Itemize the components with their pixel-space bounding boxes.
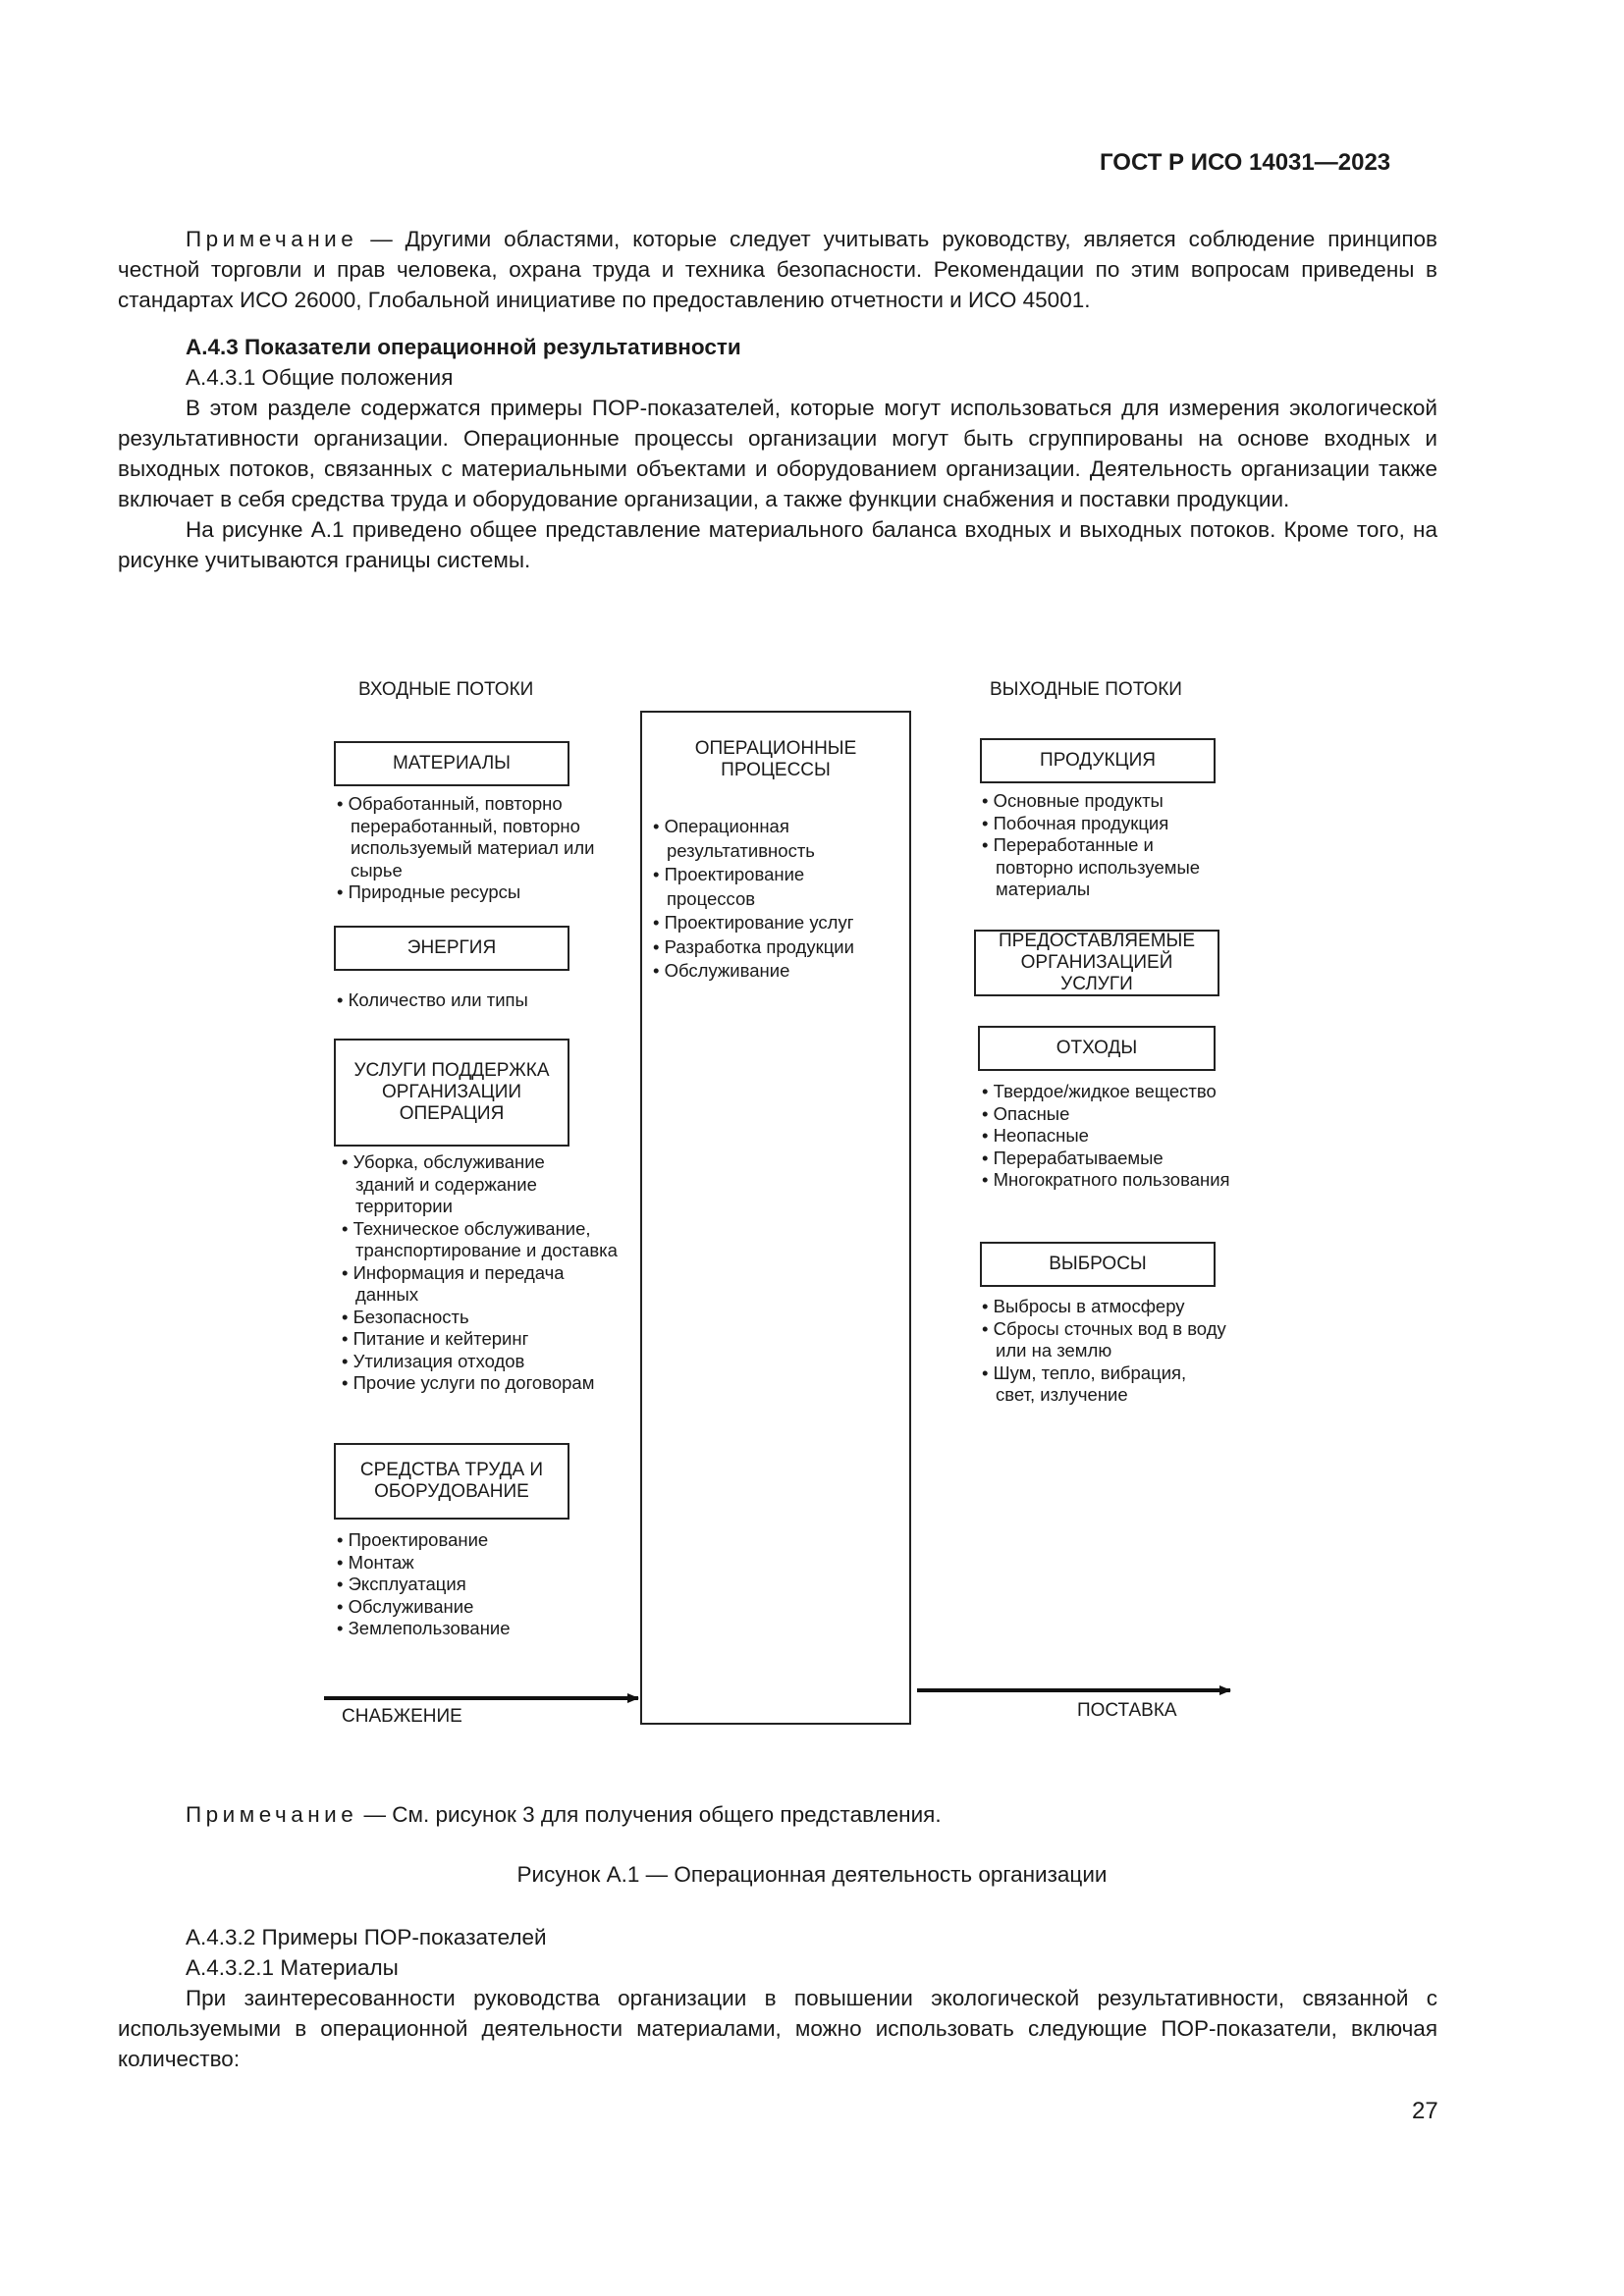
figure-note (118, 1799, 1437, 1830)
services-list (342, 1151, 636, 1395)
list-item: • Обслуживание (337, 1596, 511, 1619)
processes-title: ОПЕРАЦИОННЫЕ ПРОЦЕССЫ (694, 738, 857, 780)
examples-heading: А.4.3.2 Примеры ПОР-показателей (186, 1925, 547, 1949)
list-item: • Выбросы в атмосферу (982, 1296, 1251, 1318)
emissions-list (982, 1296, 1251, 1407)
list-item: • Землепользование (337, 1618, 511, 1640)
supply-label: СНАБЖЕНИЕ (342, 1706, 462, 1727)
emissions-box: ВЫБРОСЫ (980, 1242, 1216, 1287)
note-label: Примечание (186, 227, 358, 251)
materials-list (337, 793, 616, 904)
list-item: • Прочие услуги по договорам (342, 1372, 636, 1395)
list-item: • Техническое обслуживание, транспортирование и доставка (342, 1218, 650, 1262)
energy-box: ЭНЕРГИЯ (334, 926, 569, 971)
list-item: • Опасные (982, 1103, 1230, 1126)
products-list (982, 790, 1231, 901)
note-text: — Другими областями, которые следует учитывать руководству, является соблюдение принципов честной торговли и прав человека, охрана труда и техника безопасности. Рекомендации по этим вопросам приведены в стандартах ИСО 26000, Глобальной инициативе по предоставлению отчетности и ИСО 45001. (118, 227, 1437, 312)
list-item: • Переработанные и повторно используемые материалы (982, 834, 1231, 901)
list-item: • Эксплуатация (337, 1574, 511, 1596)
note-text: — См. рисунок 3 для получения общего представления. (357, 1802, 942, 1827)
list-item: • Количество или типы (337, 989, 528, 1012)
note-label: Примечание (186, 1802, 358, 1827)
list-item: • Операционная результативность (653, 815, 863, 863)
list-item: • Монтаж (337, 1552, 511, 1575)
outputs-title: ВЫХОДНЫЕ ПОТОКИ (990, 679, 1182, 700)
list-item: • Обслуживание (653, 959, 863, 984)
waste-list (982, 1081, 1230, 1192)
list-item: • Проектирование процессов (653, 863, 843, 911)
equipment-box: СРЕДСТВА ТРУДА И ОБОРУДОВАНИЕ (334, 1443, 569, 1520)
figure-caption: Рисунок А.1 — Операционная деятельность организации (516, 1862, 1108, 1887)
examples-paragraph: При заинтересованности руководства организации в повышении экологической результативности, связанной с используемыми в операционной деятельности материалами, можно использовать следующие ПОР-показатели, включая количество: (118, 1986, 1437, 2071)
list-item: • Побочная продукция (982, 813, 1231, 835)
list-item: • Уборка, обслуживание зданий и содержание территории (342, 1151, 562, 1218)
list-item: • Природные ресурсы (337, 881, 616, 904)
list-item: • Разработка продукции (653, 935, 863, 960)
inputs-title: ВХОДНЫЕ ПОТОКИ (358, 679, 534, 700)
list-item: • Проектирование услуг (653, 911, 863, 935)
page-number: 27 (1412, 2098, 1438, 2124)
section-paragraph-2: На рисунке А.1 приведено общее представление материального баланса входных и выходных потоков. Кроме того, на рисунке учитываются границы системы. (118, 517, 1437, 572)
examples-section (118, 1922, 1437, 2074)
list-item: • Основные продукты (982, 790, 1231, 813)
standard-header: ГОСТ Р ИСО 14031—2023 (1100, 149, 1391, 176)
energy-list (337, 989, 528, 1012)
waste-box: ОТХОДЫ (978, 1026, 1216, 1071)
examples-subheading: А.4.3.2.1 Материалы (186, 1955, 399, 1980)
list-item: • Питание и кейтеринг (342, 1328, 636, 1351)
list-item: • Обработанный, повторно переработанный, повторно используемый материал или сырье (337, 793, 616, 881)
list-item: • Перерабатываемые (982, 1148, 1230, 1170)
equipment-list (337, 1529, 511, 1640)
list-item: • Сбросы сточных вод в воду или на землю (982, 1318, 1251, 1362)
section-paragraph-1: В этом разделе содержатся примеры ПОР-показателей, которые могут использоваться для измерения экологической результативности организации. Операционные процессы организации могут быть сгруппированы на основе входных и выходных потоков, связанных с материальными объектами и оборудованием организации. Деятельность организации также включает в себя средства труда и оборудование организации, а также функции снабжения и поставки продукции. (118, 396, 1437, 511)
section-heading: А.4.3 Показатели операционной результативности (186, 335, 741, 359)
section-subheading: А.4.3.1 Общие положения (186, 365, 454, 390)
materials-box: МАТЕРИАЛЫ (334, 741, 569, 786)
processes-list (653, 815, 863, 984)
org-services-box: ПРЕДОСТАВЛЯЕМЫЕ ОРГАНИЗАЦИЕЙ УСЛУГИ (974, 930, 1219, 996)
list-item: • Проектирование (337, 1529, 511, 1552)
list-item: • Твердое/жидкое вещество (982, 1081, 1230, 1103)
list-item: • Шум, тепло, вибрация, свет, излучение (982, 1362, 1221, 1407)
list-item: • Безопасность (342, 1307, 636, 1329)
products-box: ПРОДУКЦИЯ (980, 738, 1216, 783)
list-item: • Утилизация отходов (342, 1351, 636, 1373)
list-item: • Информация и передача данных (342, 1262, 591, 1307)
services-box: УСЛУГИ ПОДДЕРЖКА ОРГАНИЗАЦИИ ОПЕРАЦИЯ (334, 1039, 569, 1147)
list-item: • Многократного пользования (982, 1169, 1230, 1192)
delivery-label: ПОСТАВКА (1077, 1700, 1177, 1721)
list-item: • Неопасные (982, 1125, 1230, 1148)
